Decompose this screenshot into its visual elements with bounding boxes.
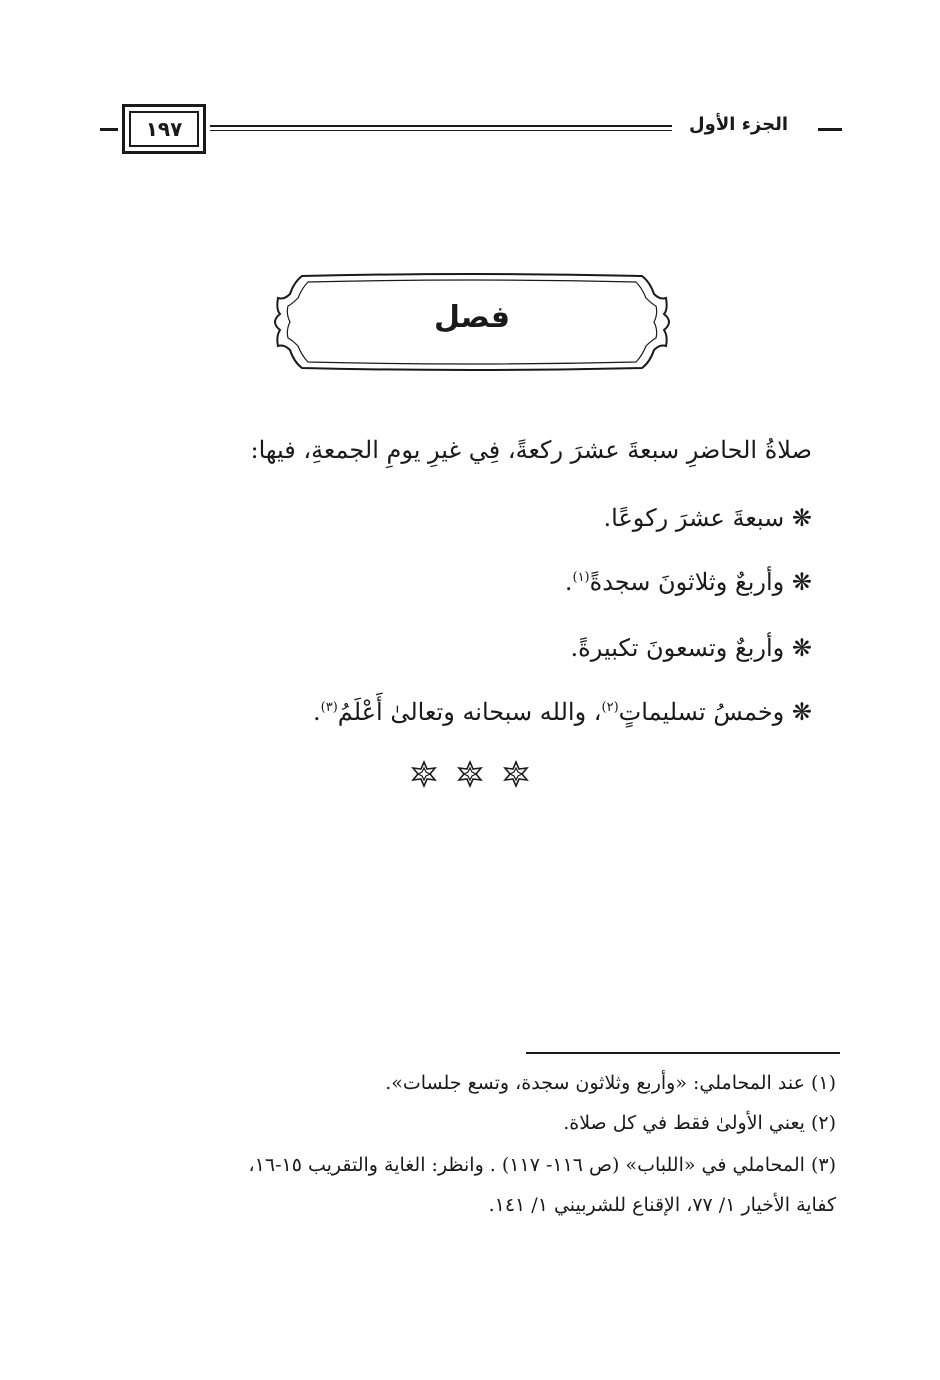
section-title: فصل	[434, 300, 510, 335]
list-item	[172, 634, 812, 662]
list-item	[172, 568, 812, 596]
footnote-separator	[526, 1052, 840, 1054]
running-title: الجزء الأول	[689, 114, 788, 135]
footnote-ref: (٢)	[601, 700, 619, 715]
star-ornament-icon	[502, 760, 530, 788]
list-item-text-continued: ، والله سبحانه وتعالىٰ أَعْلَمُ	[337, 698, 602, 726]
header-rule-right-short	[818, 128, 842, 131]
page-number: ١٩٧	[129, 111, 199, 147]
list-item-text: ❋ سبعةَ عشرَ ركوعًا.	[603, 504, 812, 532]
footnote: (١) عند المحاملي: «وأربع وثلاثون سجدة، وتسع جلسات».	[385, 1072, 836, 1094]
header-rule-bottom	[210, 130, 672, 131]
footnote-ref: (٣)	[320, 700, 338, 715]
list-item-punct: .	[564, 568, 573, 596]
footnote: (٣) المحاملي في «اللباب» (ص ١١٦- ١١٧) . وانظر: الغاية والتقريب ١٥-١٦،	[248, 1154, 836, 1176]
page-header	[0, 0, 940, 160]
list-item	[172, 504, 812, 532]
list-item	[172, 698, 812, 726]
list-item-punct: .	[313, 698, 321, 726]
list-item-text: ❋ وخمسُ تسليماتٍ	[618, 698, 812, 726]
page-number-box	[122, 104, 206, 154]
star-ornament-icon	[410, 760, 438, 788]
body-intro: صلاةُ الحاضرِ سبعةَ عشرَ ركعةً، فِي غيرِ يومِ الجمعةِ، فيها:	[250, 436, 812, 464]
section-end-ornaments	[410, 760, 530, 790]
header-rule-top	[210, 125, 672, 127]
footnote: كفاية الأخيار ١/ ٧٧، الإقناع للشربيني ١/ ١٤١.	[488, 1194, 836, 1216]
header-rule-left-short	[100, 128, 118, 131]
list-item-text: ❋ وأربعٌ وتسعونَ تكبيرةً.	[570, 634, 812, 662]
list-item-text: ❋ وأربعٌ وثلاثونَ سجدةً	[589, 568, 812, 596]
footnote-ref: (١)	[572, 570, 590, 585]
footnote: (٢) يعني الأولىٰ فقط في كل صلاة.	[563, 1112, 836, 1134]
star-ornament-icon	[456, 760, 484, 788]
